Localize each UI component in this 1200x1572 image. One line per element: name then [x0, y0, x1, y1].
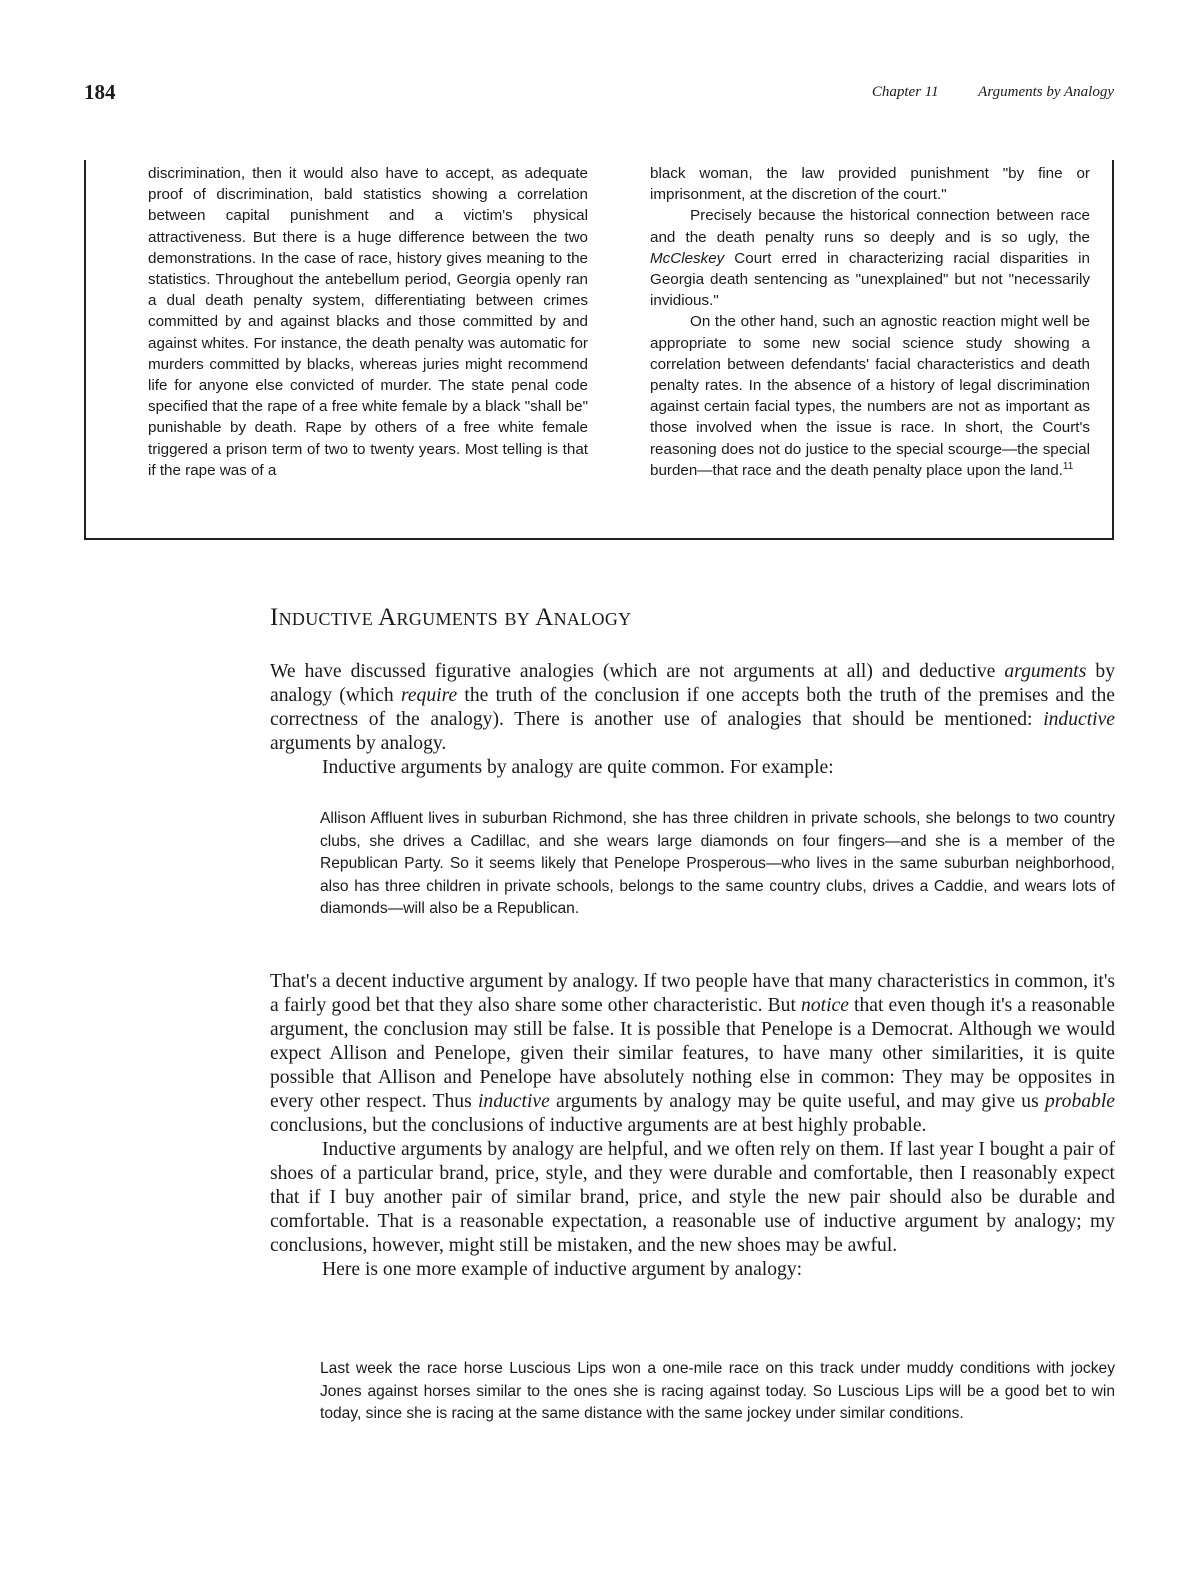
paragraph-shoes: Inductive arguments by analogy are helpful, and we often rely on them. If last year I bought a pair of shoes of a particular brand, price, style, and they were durable and comfortable, then I reasonably expect that if I buy another pair of similar brand, price, and style the new pair should also be durable and comfortable. That is a reasonable expectation, a reasonable use of inductive argument by analogy; my conclusions, however, might still be mistaken, and the new shoes may be awful. — [270, 1139, 1115, 1256]
chapter-title: Arguments by Analogy — [978, 84, 1114, 100]
quote-race-horse: Last week the race horse Luscious Lips won a one-mile race on this track under muddy conditions with jockey Jones against horses similar to the ones she is racing against today. So Luscious Lips will be a good bet to win today, since she is racing at the same distance with the same jockey under similar conditions. — [320, 1360, 1115, 1423]
paragraph-quite-common: Inductive arguments by analogy are quite common. For example: — [322, 757, 834, 778]
text-run: that even though it's a reasonable argument, the conclusion may still be false. It is possible that Penelope is a Democrat. Although we would expect Allison and Penelope, given their similar features, to have many other similarities, it is quite possible that Allison and Penelope have absolutely nothing else in common: They may be opposites in every other respect. Thus — [270, 995, 1115, 1112]
text-run: Precisely because the historical connection between race and the death penalty runs so deeply and is so ugly, the — [650, 207, 1090, 246]
emphasis: probable — [1044, 1091, 1115, 1112]
text-run: We have discussed figurative analogies (which are not arguments at all) and deductive — [270, 661, 1005, 682]
paragraph-decent-argument — [270, 970, 1115, 1138]
boxed-excerpt — [84, 160, 1114, 540]
emphasis: arguments — [1004, 661, 1087, 682]
paragraph-figurative-analogies — [270, 660, 1115, 756]
box-left-paragraph: discrimination, then it would also have to accept, as adequate proof of discrimination, bald statistics showing a correlation between capital punishment and a victim's physical attractiveness. But there is a huge difference between the two demonstrations. In the case of race, history gives meaning to the statistics. Throughout the antebellum period, Georgia openly ran a dual death penalty system, differentiating between crimes committed by and against blacks and those committed by and against whites. For instance, the death penalty was automatic for murders committed by blacks, whereas juries might recommend life for anyone else convicted of murder. The state penal code specified that the rape of a free white female by a black "shall be" punishable by death. Rape by others of a free white female triggered a prison term of two to twenty years. Most telling is that if the rape was of a — [148, 165, 588, 479]
text-run: Court erred in characterizing racial disparities in Georgia death sentencing as "unexplained" but not "necessarily invidious." — [650, 249, 1090, 310]
body-text-2 — [270, 970, 1115, 1282]
box-right-paragraph-3 — [650, 311, 1090, 481]
example-quote-1 — [320, 808, 1115, 921]
chapter-label: Chapter 11 — [871, 84, 939, 100]
text-run: by analogy (which — [270, 661, 1115, 706]
body-text-1 — [270, 660, 1115, 780]
emphasis: require — [400, 685, 458, 706]
emphasis: notice — [801, 995, 849, 1016]
text-run: That's a decent inductive argument by analogy. If two people have that many characteristics in common, it's a fairly good bet that they also share some other characteristic. But — [270, 971, 1115, 1016]
page-number: 184 — [84, 80, 116, 104]
box-right-column — [650, 163, 1090, 481]
text-run: On the other hand, such an agnostic reaction might well be appropriate to some new social science study showing a correlation between defendants' facial characteristics and death penalty rates. In the absence of a history of legal discrimination against certain facial types, the numbers are not as important as those involved when the issue is race. In short, the Court's reasoning does not do justice to the special scourge—the special burden—that race and the death penalty place upon the land. — [650, 313, 1090, 479]
section-heading: Inductive Arguments by Analogy — [270, 604, 632, 631]
box-right-paragraph-2 — [650, 205, 1090, 311]
box-right-paragraph-1: black woman, the law provided punishment "by fine or imprisonment, at the discretion of the court." — [650, 165, 1090, 204]
box-left-column — [148, 163, 588, 481]
emphasis: inductive — [477, 1091, 550, 1112]
example-quote-2 — [320, 1358, 1115, 1426]
text-run: the truth of the conclusion if one accepts both the truth of the premises and the correctness of the analogy). There is another use of analogies that should be mentioned: — [270, 685, 1116, 730]
text-run: conclusions, but the conclusions of inductive arguments are at best highly probable. — [270, 1115, 927, 1136]
text-run: arguments by analogy may be quite useful, and may give us — [549, 1091, 1045, 1112]
text-run: arguments by analogy. — [270, 733, 447, 754]
running-head — [872, 84, 1114, 101]
footnote-ref: 11 — [1062, 460, 1074, 472]
emphasis: inductive — [1043, 709, 1115, 730]
case-name: McCleskey — [650, 249, 725, 267]
paragraph-one-more-example: Here is one more example of inductive argument by analogy: — [322, 1259, 803, 1280]
quote-allison: Allison Affluent lives in suburban Richmond, she has three children in private schools, she belongs to two country clubs, she drives a Cadillac, and she wears large diamonds on four fingers—and she is a member of the Republican Party. So it seems likely that Penelope Prosperous—who lives in the same suburban neighborhood, also has three children in private schools, belongs to the same country clubs, drives a Caddie, and wears lots of diamonds—will also be a Republican. — [320, 810, 1115, 918]
